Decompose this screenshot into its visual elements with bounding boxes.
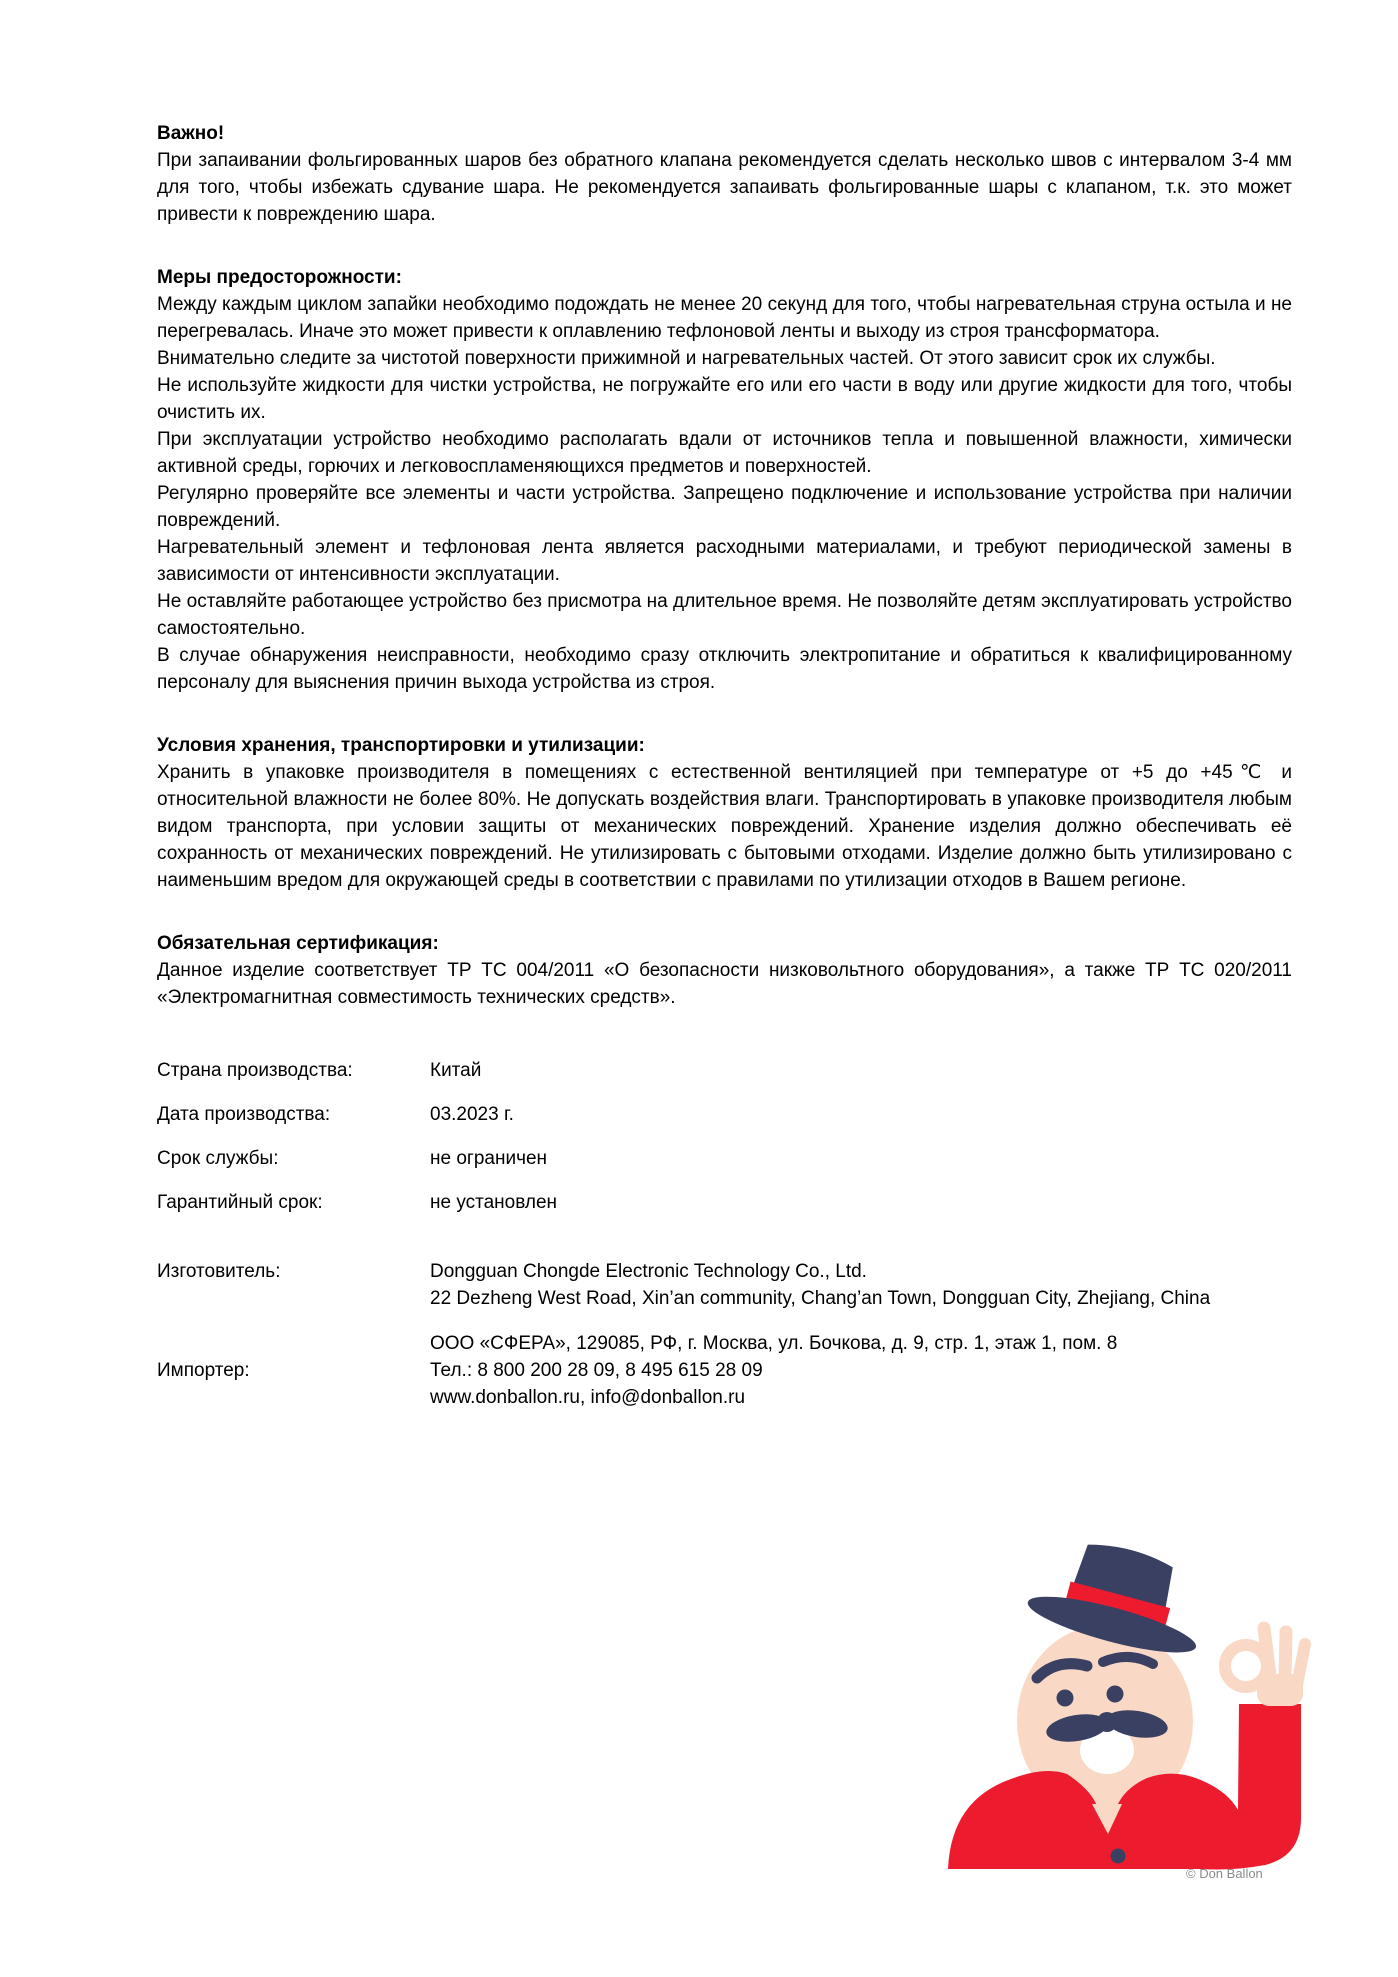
details-label: Импортер: (157, 1360, 250, 1381)
section-paragraph: Не используйте жидкости для чистки устройства, не погружайте его или его части в воду или другие жидкости для того, чтобы очистить их. (157, 375, 1292, 423)
details-value (430, 1189, 1292, 1216)
details-value-line: Dongguan Chongde Electronic Technology Co., Ltd. (430, 1261, 867, 1282)
details-value-line: www.donballon.ru, info@donballon.ru (430, 1387, 746, 1408)
details-label: Срок службы: (157, 1148, 279, 1169)
shirt-button (1111, 1849, 1126, 1864)
details-value-line: не установлен (430, 1192, 558, 1213)
details-value-line: 22 Dezheng West Road, Xin’an community, Chang’an Town, Dongguan City, Zhejiang, China (430, 1288, 1211, 1309)
details-value (430, 1057, 1292, 1084)
details-label: Гарантийный срок: (157, 1192, 323, 1213)
details-label: Изготовитель: (157, 1261, 281, 1282)
document-sections (157, 120, 1292, 1011)
product-details (157, 1057, 1292, 1411)
details-value-line: ООО «СФЕРА», 129085, РФ, г. Москва, ул. Бочкова, д. 9, стр. 1, этаж 1, пом. 8 (430, 1333, 1118, 1354)
details-row (157, 1057, 1292, 1084)
section-paragraph: Нагревательный элемент и тефлоновая лента является расходными материалами, и требуют периодической замены в зависимости от интенсивности эксплуатации. (157, 537, 1292, 585)
section-paragraph: Не оставляйте работающее устройство без присмотра на длительное время. Не позволяйте детям эксплуатировать устройство самостоятельно. (157, 591, 1292, 639)
document-page (157, 120, 1292, 1428)
section-paragraph: В случае обнаружения неисправности, необходимо сразу отключить электропитание и обратиться к квалифицированному персоналу для выяснения причин выхода устройства из строя. (157, 645, 1292, 693)
left-eye (1057, 1690, 1074, 1707)
details-value-line: Тел.: 8 800 200 28 09, 8 495 615 28 09 (430, 1360, 763, 1381)
document-section (157, 930, 1292, 1011)
details-row (157, 1101, 1292, 1128)
section-heading: Меры предосторожности: (157, 267, 402, 288)
section-heading: Важно! (157, 123, 225, 144)
details-value (430, 1330, 1292, 1411)
section-paragraph: Регулярно проверяйте все элементы и части устройства. Запрещено подключение и использование устройства при наличии повреждений. (157, 483, 1292, 531)
mascot-illustration (945, 1538, 1345, 1878)
details-value (430, 1258, 1292, 1312)
details-row (157, 1330, 1292, 1411)
mascot-credit: © Don Ballon (1186, 1866, 1263, 1881)
details-row (157, 1189, 1292, 1216)
section-paragraph: Хранить в упаковке производителя в помещениях с естественной вентиляцией при температуре от +5 до +45℃ и относительной влажности не более 80%. Не допускать воздействия влаги. Транспортировать в упаковке производителя любым видом транспорта, при условии защиты от механических повреждений. Хранение изделия должно обеспечивать её сохранность от механических повреждений. Не утилизировать с бытовыми отходами. Изделие должно быть утилизировано с наименьшим вредом для окружающей среды в соответствии с правилами по утилизации отходов в Вашем регионе. (157, 762, 1292, 891)
details-value (430, 1101, 1292, 1128)
section-paragraph: Данное изделие соответствует ТР ТС 004/2011 «О безопасности низковольтного оборудования», а также ТР ТС 020/2011 «Электромагнитная совместимость технических средств». (157, 960, 1292, 1008)
section-paragraph: Внимательно следите за чистотой поверхности прижимной и нагревательных частей. От этого зависит срок их службы. (157, 348, 1216, 369)
details-label: Страна производства: (157, 1060, 353, 1081)
details-value (430, 1145, 1292, 1172)
details-row (157, 1145, 1292, 1172)
section-heading: Обязательная сертификация: (157, 933, 439, 954)
document-section (157, 264, 1292, 696)
document-section (157, 732, 1292, 894)
details-value-line: Китай (430, 1060, 482, 1081)
details-label: Дата производства: (157, 1104, 331, 1125)
section-paragraph: Между каждым циклом запайки необходимо подождать не менее 20 секунд для того, чтобы нагревательная струна остыла и не перегревалась. Иначе это может привести к оплавлению тефлоновой ленты и выходу из строя трансформатора. (157, 294, 1292, 342)
section-paragraph: При запаивании фольгированных шаров без обратного клапана рекомендуется сделать несколько швов с интервалом 3-4 мм для того, чтобы избежать сдувание шара. Не рекомендуется запаивать фольгированные шары с клапаном, т.к. это может привести к повреждению шара. (157, 150, 1292, 225)
document-section (157, 120, 1292, 228)
details-row (157, 1258, 1292, 1312)
mascot-ok-hand-icon (1225, 1628, 1305, 1706)
section-paragraph: При эксплуатации устройство необходимо располагать вдали от источников тепла и повышенной влажности, химически активной среды, горючих и легковоспламеняющихся предметов и поверхностей. (157, 429, 1292, 477)
details-value-line: 03.2023 г. (430, 1104, 514, 1125)
right-eye (1107, 1686, 1124, 1703)
details-value-line: не ограничен (430, 1148, 548, 1169)
section-heading: Условия хранения, транспортировки и утилизации: (157, 735, 645, 756)
